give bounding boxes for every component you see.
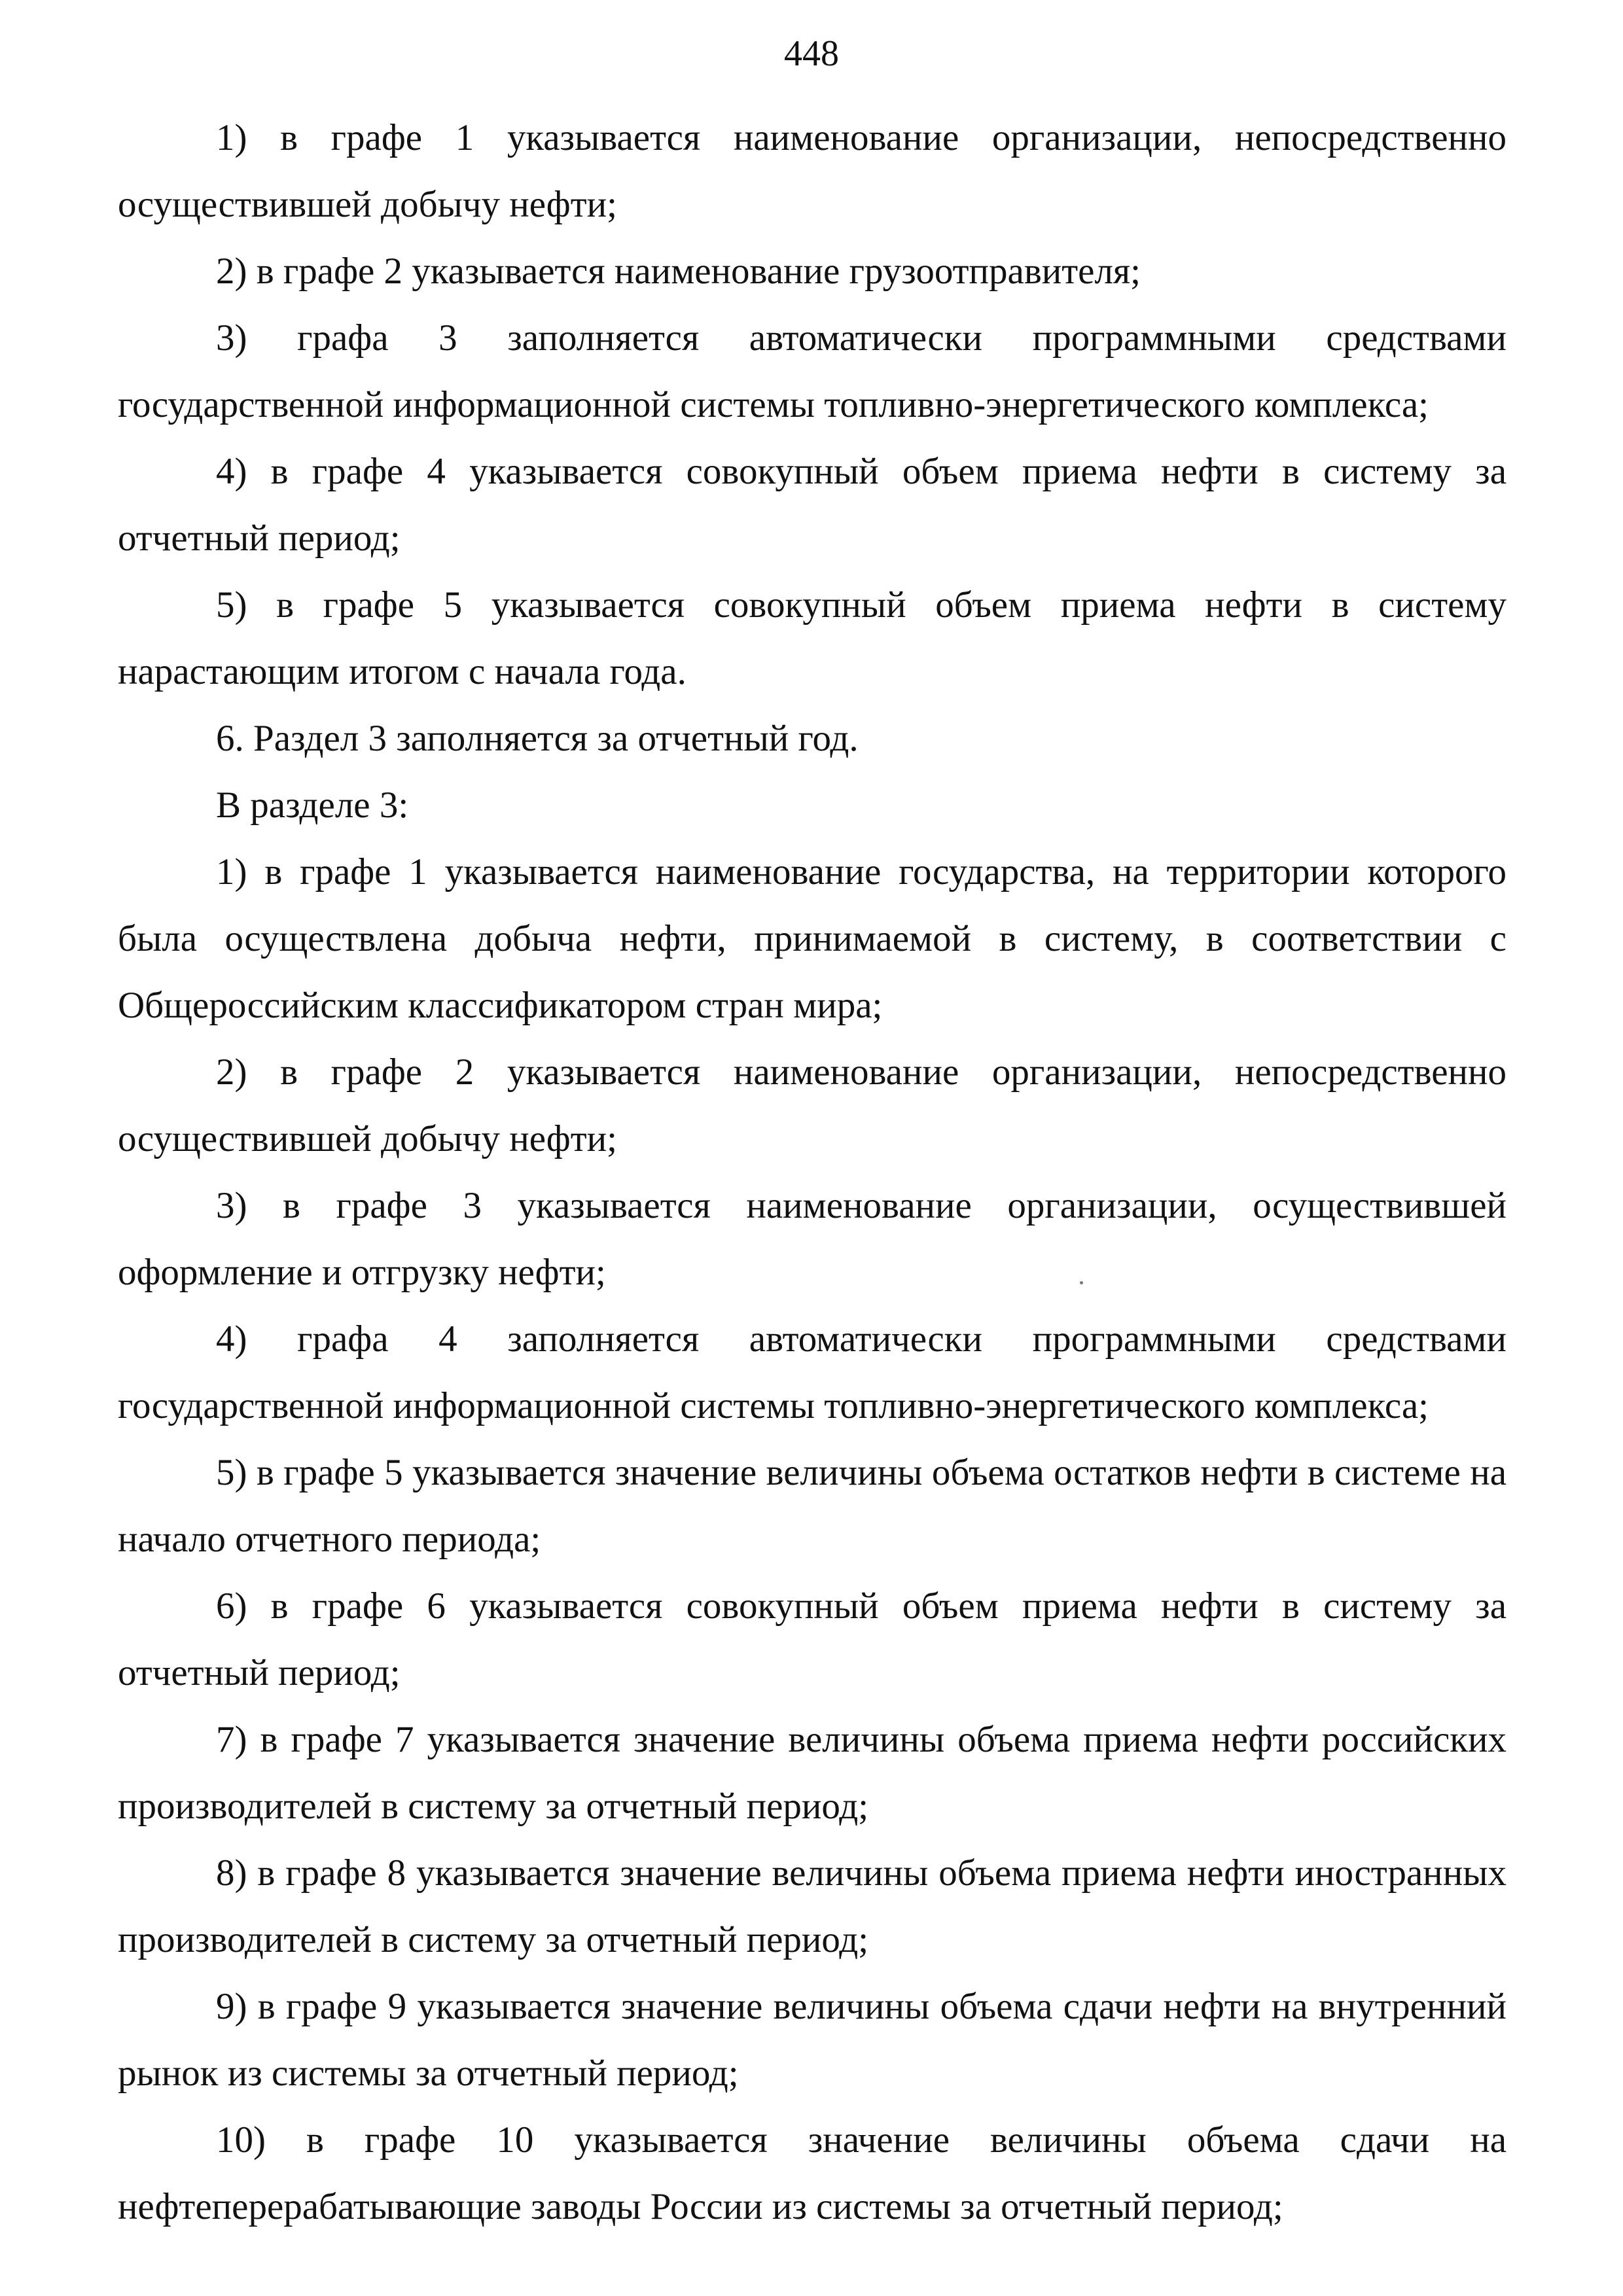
paragraph-item-5-section2: 5) в графе 5 указывается совокупный объем приема нефти в систему нарастающим итогом с начала года. [118, 584, 1507, 692]
paragraph-section3-intro: В разделе 3: [216, 785, 409, 826]
paragraph-item-4-section2: 4) в графе 4 указывается совокупный объем приема нефти в систему за отчетный период; [118, 451, 1507, 559]
document-body [118, 105, 1507, 2240]
paragraph-item-8-section3: 8) в графе 8 указывается значение величины объема приема нефти иностранных производителей в систему за отчетный период; [118, 1852, 1507, 1960]
page-number: 448 [784, 33, 839, 74]
paragraph-item-1-section3: 1) в графе 1 указывается наименование государства, на территории которого была осуществлена добыча нефти, принимаемой в систему, в соответствии с Общероссийским классификатором стран мира; [118, 851, 1507, 1026]
paragraph-item-7-section3: 7) в графе 7 указывается значение величины объема приема нефти российских производителей в систему за отчетный период; [118, 1719, 1507, 1827]
paragraph-item-5-section3: 5) в графе 5 указывается значение величины объема остатков нефти в системе на начало отчетного периода; [118, 1452, 1507, 1560]
paragraph-item-2-section2: 2) в графе 2 указывается наименование грузоотправителя; [216, 251, 1141, 292]
paragraph-item-9-section3: 9) в графе 9 указывается значение величины объема сдачи нефти на внутренний рынок из системы за отчетный период; [118, 1986, 1507, 2094]
paragraph-item-2-section3: 2) в графе 2 указывается наименование организации, непосредственно осуществившей добычу нефти; [118, 1051, 1507, 1159]
paragraph-item-3-section2: 3) графа 3 заполняется автоматически программными средствами государственной информационной системы топливно-энергетического комплекса; [118, 317, 1507, 425]
paragraph-item-3-section3: 3) в графе 3 указывается наименование организации, осуществившей оформление и отгрузку нефти; [118, 1185, 1507, 1293]
paragraph-item-1-section2: 1) в графе 1 указывается наименование организации, непосредственно осуществившей добычу нефти; [118, 117, 1507, 225]
paragraph-item-4-section3: 4) графа 4 заполняется автоматически программными средствами государственной информационной системы топливно-энергетического комплекса; [118, 1318, 1507, 1426]
scan-speck [1080, 1281, 1083, 1284]
paragraph-item-6-section3: 6) в графе 6 указывается совокупный объем приема нефти в систему за отчетный период; [118, 1585, 1507, 1693]
paragraph-clause-6: 6. Раздел 3 заполняется за отчетный год. [216, 718, 859, 759]
paragraph-item-10-section3: 10) в графе 10 указывается значение величины объема сдачи на нефтеперерабатывающие заводы России из системы за отчетный период; [118, 2119, 1507, 2227]
